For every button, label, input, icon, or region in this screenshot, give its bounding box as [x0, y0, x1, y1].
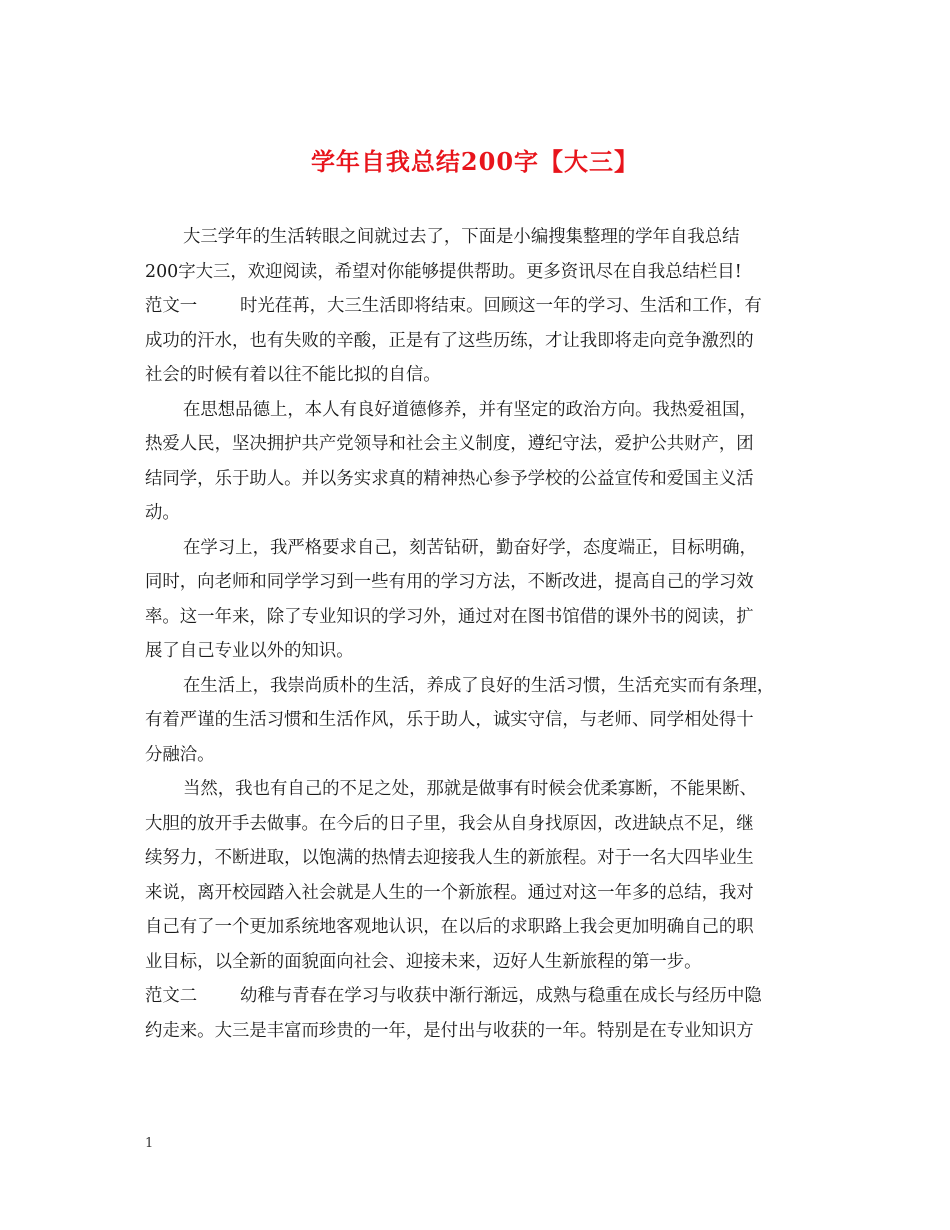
text-line: 在生活上，我崇尚质朴的生活，养成了良好的生活习惯，生活充实而有条理， — [183, 675, 775, 696]
text-line: 大胆的放开手去做事。在今后的日子里，我会从自身找原因，改进缺点不足，继 — [145, 813, 754, 834]
text-line: 社会的时候有着以往不能比拟的自信。 — [145, 365, 441, 385]
text-line: 展了自己专业以外的知识。 — [145, 641, 354, 661]
document-title: 学年自我总结200字【大三】 — [310, 147, 640, 176]
text-line: 结同学，乐于助人。并以务实求真的精神热心参予学校的公益宣传和爱国主义活 — [145, 468, 754, 489]
text-line: 有着严谨的生活习惯和生活作风，乐于助人，诚实守信，与老师、同学相处得十 — [145, 710, 754, 730]
text-line: 自己有了一个更加系统地客观地认识，在以后的求职路上我会更加明确自己的职 — [145, 917, 754, 937]
text-line: 分融洽。 — [145, 744, 215, 765]
text-line: 幼稚与青春在学习与收获中渐行渐远，成熟与稳重在成长与经历中隐 — [240, 986, 762, 1006]
text-line-with-label — [145, 979, 810, 1014]
document-body — [145, 220, 810, 1048]
text-line: 率。这一年来，除了专业知识的学习外，通过对在图书馆借的课外书的阅读，扩 — [145, 606, 754, 627]
sample-label-2: 范文二 — [145, 986, 198, 1006]
text-line: 200字大三，欢迎阅读，希望对你能够提供帮助。更多资讯尽在自我总结栏目! — [145, 261, 742, 282]
text-line: 来说，离开校园踏入社会就是人生的一个新旅程。通过对这一年多的总结，我对 — [145, 882, 754, 903]
sample-label-1: 范文一 — [145, 296, 198, 316]
text-line: 时光荏苒，大三生活即将结束。回顾这一年的学习、生活和工作，有 — [240, 296, 762, 316]
text-line: 热爱人民，坚决拥护共产党领导和社会主义制度，遵纪守法，爱护公共财产，团 — [145, 434, 754, 454]
text-line: 在学习上，我严格要求自己，刻苦钻研，勤奋好学，态度端正，目标明确， — [183, 537, 757, 558]
text-line: 动。 — [145, 503, 180, 523]
text-line: 同时，向老师和同学学习到一些有用的学习方法，不断改进，提高自己的学习效 — [145, 572, 754, 592]
text-line: 成功的汗水，也有失败的辛酸，正是有了这些历练，才让我即将走向竞争激烈的 — [145, 330, 754, 351]
text-line: 约走来。大三是丰富而珍贵的一年，是付出与收获的一年。特别是在专业知识方 — [145, 1020, 754, 1041]
text-line: 续努力，不断进取，以饱满的热情去迎接我人生的新旅程。对于一名大四毕业生 — [145, 848, 754, 868]
text-line: 大三学年的生活转眼之间就过去了，下面是小编搜集整理的学年自我总结 — [183, 227, 740, 247]
text-line: 当然，我也有自己的不足之处，那就是做事有时候会优柔寡断，不能果断、 — [183, 779, 757, 799]
text-line-with-label — [145, 289, 810, 324]
text-line: 业目标，以全新的面貌面向社会、迎接未来，迈好人生新旅程的第一步。 — [145, 951, 702, 972]
page-number: 1 — [145, 1136, 154, 1151]
text-line: 在思想品德上，本人有良好道德修养，并有坚定的政治方向。我热爱祖国， — [183, 399, 757, 420]
